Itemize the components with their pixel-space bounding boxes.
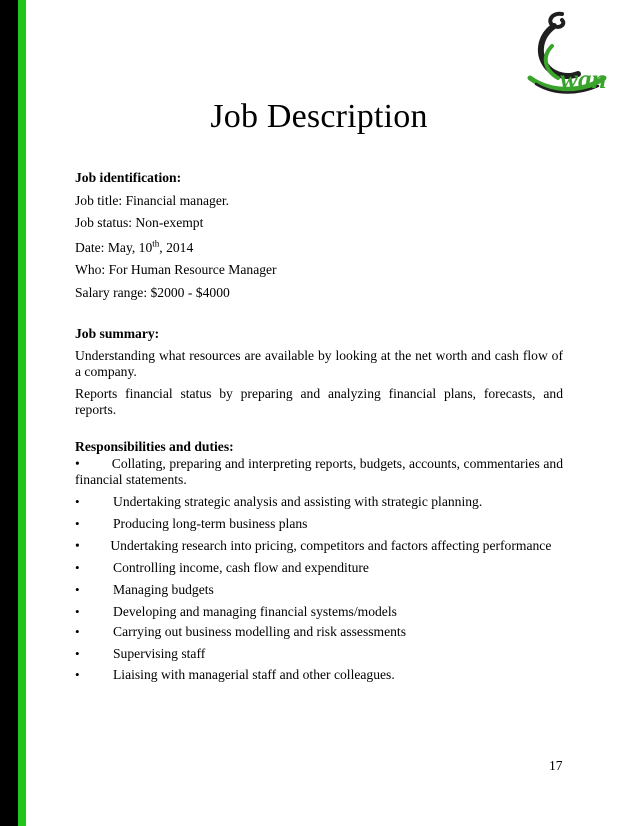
job-summary-heading: Job summary: xyxy=(75,326,160,341)
list-item-text: Collating, preparing and interpreting reports, budgets, accounts, commentaries and financial statements. xyxy=(75,456,563,487)
bullet-icon xyxy=(75,667,113,683)
summary-paragraph: Understanding what resources are available by looking at the net worth and cash flow of a company. xyxy=(75,348,563,379)
bullet-icon xyxy=(75,582,113,598)
document-body xyxy=(75,170,563,683)
bullet-icon xyxy=(75,646,113,662)
list-item xyxy=(75,538,563,554)
bullet-icon: • xyxy=(75,456,112,471)
job-status: Job status: Non-exempt xyxy=(75,215,204,230)
list-item-text: Carrying out business modelling and risk assessments xyxy=(113,624,406,639)
list-item xyxy=(75,646,563,662)
job-identification-heading: Job identification: xyxy=(75,170,182,185)
list-item xyxy=(75,494,563,510)
job-date-prefix: Date: May, 10 xyxy=(75,240,153,255)
job-date xyxy=(75,240,563,256)
list-item xyxy=(75,582,563,598)
list-item-text: Undertaking research into pricing, competitors and factors affecting performance xyxy=(110,538,552,553)
responsibilities-heading: Responsibilities and duties: xyxy=(75,439,234,454)
bullet-icon xyxy=(75,604,113,620)
page-title: Job Description xyxy=(210,98,428,135)
list-item-text: Controlling income, cash flow and expenditure xyxy=(113,560,369,575)
list-item xyxy=(75,456,563,488)
list-item xyxy=(75,624,563,640)
bullet-icon xyxy=(75,560,113,576)
list-item xyxy=(75,560,563,576)
job-title: Job title: Financial manager. xyxy=(75,193,230,208)
bullet-icon xyxy=(75,624,113,640)
list-item-text: Supervising staff xyxy=(113,646,206,661)
job-who: Who: For Human Resource Manager xyxy=(75,262,277,277)
bullet-icon xyxy=(75,516,113,532)
page-number: 17 xyxy=(549,758,563,773)
list-item-text: Developing and managing financial systems/models xyxy=(113,604,397,619)
list-item-text: Producing long-term business plans xyxy=(113,516,308,531)
list-item xyxy=(75,604,563,620)
salary-range: Salary range: $2000 - $4000 xyxy=(75,285,230,300)
list-item-text: Managing budgets xyxy=(113,582,214,597)
list-item xyxy=(75,667,563,683)
list-item xyxy=(75,516,563,532)
job-date-sup: th xyxy=(152,238,160,249)
job-date-suffix: , 2014 xyxy=(159,240,194,255)
bullet-icon xyxy=(75,494,113,510)
logo-text: wan xyxy=(560,64,607,94)
summary-paragraph: Reports financial status by preparing and analyzing financial plans, forecasts, and reports. xyxy=(75,386,563,417)
bullet-icon: • xyxy=(75,538,111,553)
list-item-text: Liaising with managerial staff and other colleagues. xyxy=(113,667,395,682)
list-item-text: Undertaking strategic analysis and assisting with strategic planning. xyxy=(113,494,483,509)
